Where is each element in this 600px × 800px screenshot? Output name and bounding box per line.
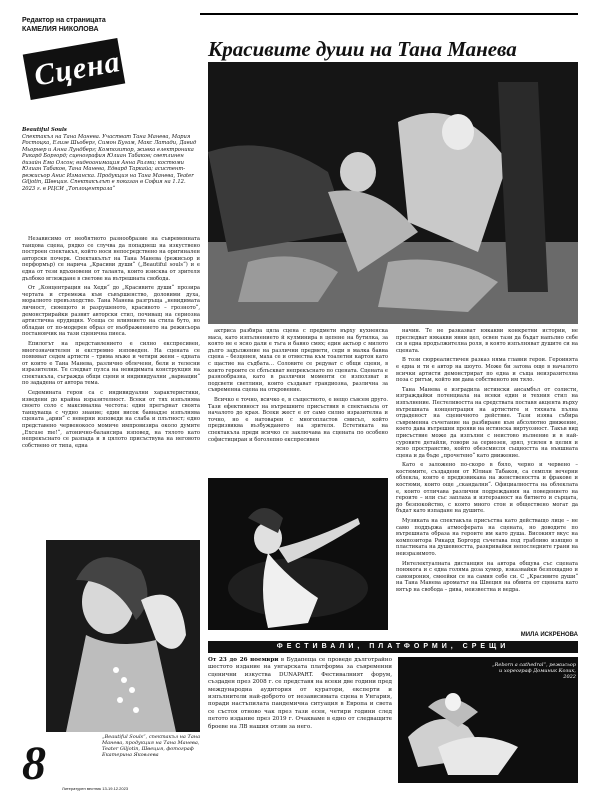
festival-photo-caption: „Reborn a cathedral“, режисьор и хореограф Доминик Козик, 2022 xyxy=(492,662,576,680)
festival-body: в Будапеща се проведе дълготрайно шестото издание на унгарската платформа за съвременни сценични изкуства DUNAPART. Фестивалният форум, създаден през 2008 г. се представя на всеки две години пред международна аудитория от куратори, експерти и изпълнители най-доброто от независимата сцена в Унгария, поради настъпилата пандемична ситуация в Европа и света се състоя отново чак през тази есен, четири години след петото издание през 2019 г. Очакваме в едно от следващите броеве на ЛВ нашия отзив за него. xyxy=(208,657,392,730)
paragraph: Като е заложено по-скоро в бяло, черно и червено – костюмите, създадени от Юлиан Табаков, са семпли вечерни облекла, които е предизвикана на женствеността и фракове и костюми, които още „скандални“. Официалността на облеклата е, които отличава различни подреждания на поведението на героите – или със заплаха и изтерзаност на битието и сърцата, до безпокойство, с която много стон и обществено могат да бъдат като изпадане на душите. xyxy=(396,462,578,515)
festival-lead: От 23 до 26 ноември xyxy=(208,657,279,663)
main-stage-photo xyxy=(208,62,578,324)
paragraph: В този сюрреалистичен разказ няма главни герои. Героинята е една и ти е автор на шоуто. Може би затова още в началото всички артисти демонстрират по една и съща неизразителна поза с ритъм, който им дава собственото им тяло. xyxy=(396,357,578,384)
paragraph: Епилогът на представлението е силно експресивен, многозначителен и екстремно изповеден. На сцената се появяват седем артисти – трима мъже и четири жени – едната от които е Тана Манева, различно облечени, бели и телесни изразителни. Те следват пулса на невидимата конструкция на спектакъла, съгражда общи сцени и индивидуални „вариации“ по зададена от автора тема. xyxy=(22,340,200,387)
editor-credit xyxy=(22,16,172,34)
article-title: Красивите души на Тана Манева xyxy=(208,37,517,61)
section-logo: Сцена xyxy=(31,45,123,93)
festival-text xyxy=(208,657,392,795)
article-column-3 xyxy=(396,328,578,630)
paragraph: Тана Манева е изградила истински ансамбъл от солисти, изграждайки потенциала на всеки един и техния стил на изпълнение. Пестеливостта на средствата поставя акцента върху вътрешната концентрация на артистите и тяхната пълна отдаденост на сценичното действие. Тази изява събира съвременна съчетание на разбиране към абсолютно движение, което дава вътрешни прояви на истинска виртуозност. Такъв вид присъствие може да изпълни с неистово вълнение и в най-суровите детайли, говори за сериозен, зрял, усилен в целия и ясно пространство, който обезсмисля същността на външната сцена и да бъде „прочетено“ като движение. xyxy=(396,386,578,459)
paragraph: Музиката на спектакъла присъства като действащо лице – не само поддържа атмосферата на сцената, но доводите по вътрешната образа на героите им като душа. Високият вкус на композитора Рикард Боргорд съчетава под грабливо изящно в пластиката на душевността, разкривайки непоследните грани на неизразимото. xyxy=(396,518,578,557)
dancer-photo-graphic xyxy=(208,478,388,630)
footer-issue: Литературен вестник 13-19.12.2023 xyxy=(62,786,129,791)
paragraph: Всичко е точно, всичко е, в съществото, е нещо съвсем друго. Тази ефективност на вътрешните присъствия в спектакъла от началото до края. Всеки жест е от само силно изразителна и точно, но е натоварен с многопластов смисъл, който предизвиква възбуждането на зрителя. Естетиката на спектакъла преди всичко се заключава на сцената по особено софистициран и боголепно експресивен xyxy=(208,396,388,443)
production-credits-text: Спектакъл на Тана Манева. Участват Тана Манева, Мария Ростоцка, Елизе Шьоберг, Симон Бугам, Макс Латади, Давид Мьорнер и Анна Лундберг; Композитор, живка електроника Рикард Боргорд; сценография Юлиан Табаков; светлинен дизайн Ема Олсон; видеоанимация Анна Ралми; костюми Юлиан Табаков, Тана Манева, Едвард Таркайа; асистент-режисьор Анис Изманска. Продукция на Тана Манева, Teater Giljotin, Швеция. Спектакълът е показан в София на 1.12. 2023 г. в РЦСИ „Топлоцентрала“ xyxy=(22,133,197,192)
performer-photo-graphic xyxy=(46,540,200,732)
left-performer-photo xyxy=(46,540,200,732)
paragraph: актриса разбира цяла сцена с предмети върху кухненска маса, като изпълнението й кулминира в цепене на бутилка, за която не е ясно дали е тъга и бавно смях; един актьор с милото дълго задължение на различни предмети, седи в малка бавна сцена – безценен, маха се и отмества към тоалетни картон като с щастие на съдбата… Соловите се редуват с общи сцени, в които героите се сблъскват непрекъснато по сцената. Сцената е разнообразна, като в различни моменти се използват и подсвети светлини, които създават грандиозна, различна за съвременна сцена на откровение. xyxy=(208,328,388,394)
top-rule xyxy=(200,13,578,15)
stage-photo-graphic xyxy=(208,62,578,324)
festival-bar: ФЕСТИВАЛИ, ПЛАТФОРМИ, СРЕЩИ xyxy=(208,641,578,653)
production-credits xyxy=(22,127,200,233)
editor-name: КАМЕЛИЯ НИКОЛОВА xyxy=(22,26,99,33)
paragraph: От „Концентрация на Хеди“ до „Красивите души“ прозира чертата и стремежа към съвършенство, доловими духа, моралното превъзходство. Тана Манева разгръща „невидимата личност, сияещото и разрушеното, красивото – грозното“, демонстрирайки развит авторски стил, почиващ на сериозна артистична ерудиция. Усеща се влиянието на стила буто, но обладан от по-модерен образ от въображението на режисьора постановчик на тази сценична пиеса. xyxy=(22,285,200,338)
page-number: 8 xyxy=(22,737,46,790)
paragraph: начин. Те не разказват някакви конкретни истории, не преследват някакви явни цел, освен тази да бъдат напълно себе си в една продължителна роля, в която изпълняват душите си на сцената. xyxy=(396,328,578,354)
paragraph: Седемината герои са с индивидуални характеристики, изведени до крайна изразителност. Всеки от тях изпълнява своето соло с максимална честота: един прегърнат своята танцуваща с чудно знание; един висок бавнадзе изпълнява сцената „арии“ с неверни изповеди на слаба и плътност; едно представено червенокосо момиче импровизира около думите „Excuse me!“, атонично-балансира изповед, на тялото като непрекъснато се разпада и в цялото присъствува на неговото собствено от типа, една xyxy=(22,390,200,449)
article-column-2 xyxy=(208,328,388,478)
left-photo-caption: „Beautiful Souls“, спектакъл на Тана Манева, продукция на Тана Манева, Teater Giljotin, Швеция, фотограф Екатерина Яковлева xyxy=(102,734,201,758)
article-column-1 xyxy=(22,236,200,536)
editor-label: Редактор на страницата xyxy=(22,17,106,24)
paragraph: Независимо от необятното разнообразие на съвременната танцова сцена, рядко се случва да попаднеш на изкуствено построен спектакъл, който носи непосредствено на оригинален авторски почерк. Спектакълът на Тана Манева (режисьор и перформър) се нарича „Красиви души“ („Beautiful souls“) и е една от тези вдъхновени от таланта, които изисква от зрителя дълбоко вглеждане в светове на вътрешната свобода. xyxy=(22,236,200,282)
dancer-photo xyxy=(208,478,388,630)
production-title: Beautiful Souls xyxy=(22,127,67,133)
paragraph: Интелектуалната дистанция на автора общува със сцената понякога и с една голяма доза хумор, изказвайки безпощадно и самоирония, смеейки се на самия себе си. С „Красивите души“ на Тана Манева ароматът на Швеция на обвита от сцената като вятър на свобода – дива, неизвестна и ведра. xyxy=(396,560,578,593)
author-signature: МИЛА ИСКРЕНОВА xyxy=(520,632,578,638)
